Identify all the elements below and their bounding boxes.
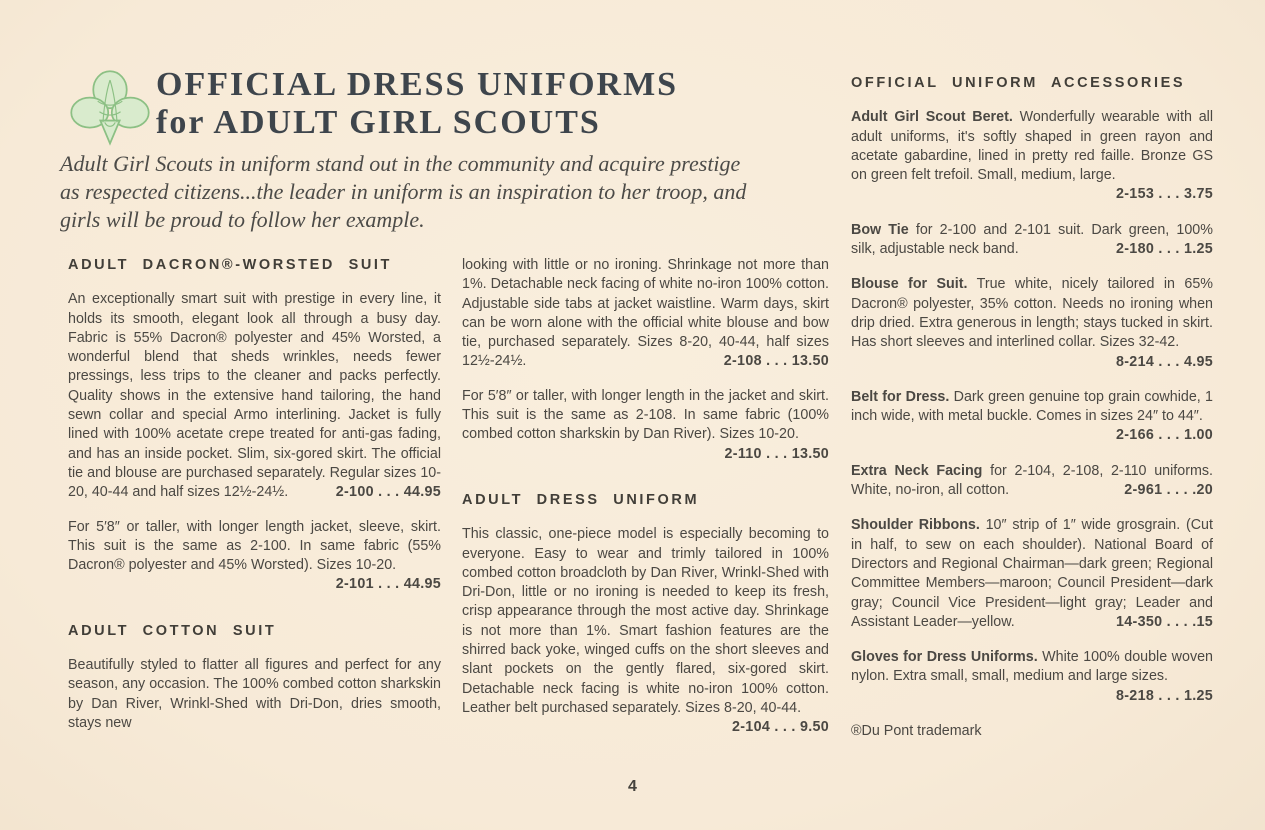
title-line-1: OFFICIAL DRESS UNIFORMS — [156, 66, 679, 103]
accessory-item-blouse — [851, 275, 1213, 371]
paragraph-text: This classic, one-piece model is especially becoming to everyone. Easy to wear and trimly tailored in 100% combed cotton broadcloth by Dan River, Wrinkl-Shed with Dri-Don, little or no ironing is needed to keep its fresh, crisp appearance through the most active day. Shrinkage is not more than 1%. Smart fashion features are the shirred back yoke, winged cuffs on the short sleeves and slant pockets on the gently flared, six-gored skirt. Detachable neck facing is white no-iron 100% cotton. Leather belt purchased separately. Sizes 8-20, 40-44. — [462, 526, 829, 716]
catalog-code-price: 2-180 . . . 1.25 — [1116, 241, 1213, 258]
catalog-code-price: 2-153 . . . 3.75 — [1116, 186, 1213, 203]
column-left — [68, 256, 441, 733]
section-heading-dacron-worsted-suit: ADULT DACRON®-WORSTED SUIT — [68, 257, 392, 273]
catalog-paragraph — [462, 387, 829, 464]
catalog-code-price: 2-101 . . . 44.95 — [335, 576, 441, 593]
catalog-paragraph — [68, 518, 441, 595]
catalog-code-price: 8-214 . . . 4.95 — [1116, 353, 1213, 370]
item-name: Bow Tie — [851, 221, 909, 238]
accessory-item-neck-facing — [851, 462, 1213, 501]
item-name: Gloves for Dress Uniforms. — [851, 649, 1038, 666]
item-text: for 2-104, 2-108, 2-110 uniforms. White, no-iron, all cotton. — [851, 462, 1213, 499]
section-heading-adult-dress-uniform: ADULT DRESS UNIFORM — [462, 491, 700, 508]
paragraph-text: looking with little or no ironing. Shrinkage not more than 1%. Detachable neck facing of white no-iron 100% cotton. Adjustable side tabs at jacket waistline. Warm days, skirt can be worn alone with the official white blouse and bow tie, purchased separately. Sizes 8-20, 40-44, half sizes 12½-24½. — [462, 257, 829, 370]
catalog-code-price: 2-110 . . . 13.50 — [724, 445, 829, 462]
catalog-code-price: 2-104 . . . 9.50 — [732, 719, 829, 736]
item-text: 10″ strip of 1″ wide grosgrain. (Cut in half, to sew on each shoulder). National Board of Directors and Regional Chairman—dark green; Regional Committee Members—maroon; Council President—dark gray; Council Vice President—light gray; Leader and Assistant Leader—yellow. — [851, 517, 1213, 630]
item-name: Belt for Dress. — [851, 388, 950, 405]
paragraph-text: Beautifully styled to flatter all figures and perfect for any season, any occasion. The 100% combed cotton sharkskin by Dan River, Wrinkl-Shed with Dri-Don, dries smooth, stays new — [68, 657, 441, 731]
girl-scout-trefoil-icon — [62, 66, 158, 154]
accessory-item-shoulder-ribbons — [851, 516, 1213, 632]
accessory-item-gloves — [851, 648, 1213, 706]
catalog-code-price: 2-961 . . . .20 — [1124, 482, 1213, 499]
item-name: Extra Neck Facing — [851, 462, 983, 479]
catalog-paragraph — [68, 656, 441, 733]
page-number: 4 — [628, 778, 637, 795]
paragraph-text: An exceptionally smart suit with prestige in every line, it holds its smooth, elegant look all through a busy day. Fabric is 55% Dacron® polyester and 45% Worsted, a wonderful blend that sheds wrinkles, needs fewer pressings, less trips to the cleaner and packs perfectly. Quality shows in the extensive hand tailoring, the hand sewn collar and special Armo interlining. Jacket is fully lined with 100% acetate crepe treated for anti-gas fading, and has an inside pocket. Slim, six-gored skirt. The official tie and blouse are purchased separately. Regular sizes 10-20, 40-44 and half sizes 12½-24½. — [68, 291, 441, 501]
accessory-item-belt — [851, 388, 1213, 446]
section-heading-uniform-accessories: OFFICIAL UNIFORM ACCESSORIES — [851, 75, 1186, 91]
page-title — [156, 66, 678, 142]
item-text: White 100% double woven nylon. Extra small, small, medium and large sizes. — [851, 649, 1213, 685]
paragraph-text: For 5′8″ or taller, with longer length jacket, sleeve, skirt. This suit is the same as 2-100. In same fabric (55% Dacron® polyester and 45% Worsted). Sizes 10-20. — [68, 518, 441, 574]
catalog-code-price: 2-108 . . . 13.50 — [723, 353, 829, 370]
item-name: Adult Girl Scout Beret. — [851, 109, 1013, 126]
paragraph-text: For 5′8″ or taller, with longer length in the jacket and skirt. This suit is the same as 2-108. In same fabric (100% combed cotton sharkskin by Dan River). Sizes 10-20. — [462, 387, 829, 443]
accessory-item-bow-tie — [851, 221, 1213, 260]
catalog-paragraph — [462, 256, 829, 372]
catalog-code-price: 2-166 . . . 1.00 — [1116, 427, 1213, 444]
catalog-code-price: 2-100 . . . 44.95 — [335, 484, 441, 501]
item-name: Shoulder Ribbons. — [851, 517, 980, 534]
catalog-paragraph — [462, 525, 829, 737]
catalog-paragraph — [68, 290, 441, 502]
catalog-code-price: 14-350 . . . .15 — [1116, 613, 1213, 630]
accessory-item-beret — [851, 108, 1213, 204]
item-text: for 2-100 and 2-101 suit. Dark green, 100% silk, adjustable neck band. — [851, 221, 1213, 258]
item-text: True white, nicely tailored in 65% Dacron® polyester, 35% cotton. Needs no ironing when drip dried. Extra generous in length; stays tucked in skirt. Has short sleeves and interlined collar. Sizes 32-42. — [851, 276, 1213, 351]
item-text: Dark green genuine top grain cowhide, 1 inch wide, with metal buckle. Comes in sizes 24″ to 44″. — [851, 388, 1213, 425]
section-heading-cotton-suit: ADULT COTTON SUIT — [68, 622, 277, 639]
intro-text: Adult Girl Scouts in uniform stand out in the community and acquire prestige as respected citizens...the leader in uniform is an inspiration to her troop, and girls will be proud to follow her example. — [60, 151, 747, 232]
item-name: Blouse for Suit. — [851, 276, 968, 293]
column-right — [851, 74, 1213, 741]
dupont-trademark-footnote: ®Du Pont trademark — [851, 723, 982, 740]
column-middle — [462, 256, 829, 738]
catalog-code-price: 8-218 . . . 1.25 — [1116, 687, 1213, 704]
title-line-2: for ADULT GIRL SCOUTS — [156, 104, 601, 141]
item-text: Wonderfully wearable with all adult uniforms, it's softly shaped in green rayon and acetate gabardine, lined in pretty red faille. Bronze GS on green felt trefoil. Small, medium, large. — [851, 109, 1213, 184]
